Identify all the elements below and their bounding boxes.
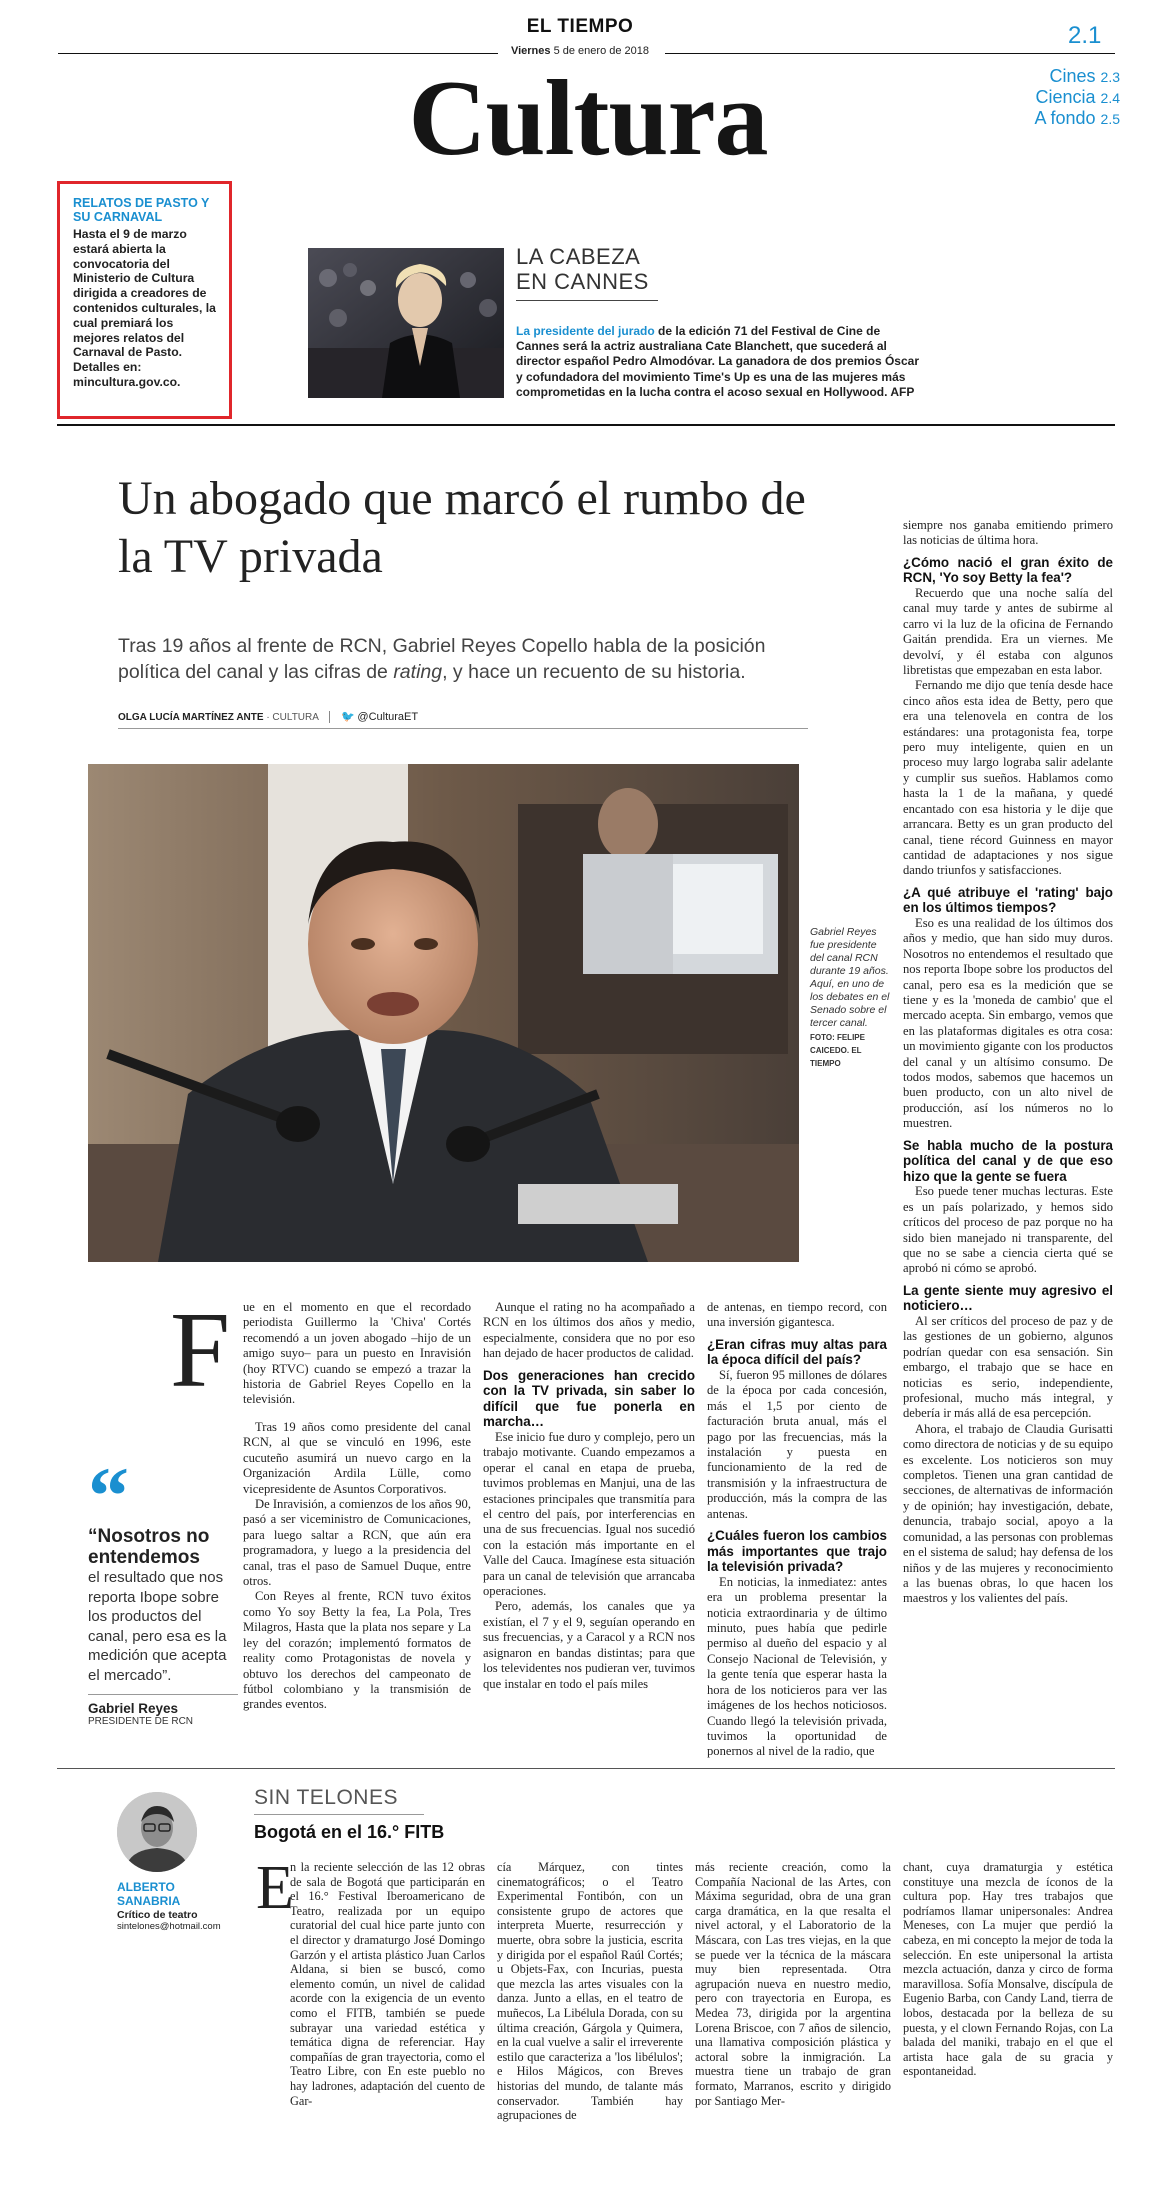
author-avatar-art bbox=[117, 1792, 197, 1872]
col1-p2: Tras 19 años como presidente del canal RCN, al que se vinculó en 1996, este cucuteño asumirá un nuevo cargo en la Organización Ardila Lülle, como vicepresidente de Asuntos Corporativos. bbox=[243, 1420, 471, 1496]
column-col-2b bbox=[497, 1860, 683, 2123]
byline bbox=[118, 710, 418, 723]
sidebar-box-body: Hasta el 9 de marzo estará abierta la convocatoria del Ministerio de Cultura dirigida a creadores de contenidos culturales, la cual premiará los mejores relatos del Carnaval de Pasto. Detalles en: mincultura.gov.co. bbox=[73, 227, 216, 389]
quote-mark-icon: “ bbox=[88, 1450, 129, 1541]
bottom-section-rule bbox=[57, 1768, 1115, 1769]
section-index-item-a-fondo[interactable]: A fondo 2.5 bbox=[1034, 108, 1120, 128]
author-email[interactable]: sintelones@hotmail.com bbox=[117, 1921, 221, 1932]
right-top: siempre nos ganaba emitiendo primero las noticias de última hora. bbox=[903, 518, 1113, 548]
col1-p4: Con Reyes al frente, RCN tuvo éxitos como Yo soy Betty la fea, La Pola, Tres Milagros, Hasta que la plata nos separe y La ley del corazón; implementó formatos de reality como Protagonistas de novela y obtuvo los derechos del campeonato de fútbol colombiano y la transmisión de grandes eventos. bbox=[243, 1589, 471, 1712]
article-col-1 bbox=[243, 1300, 471, 1408]
pull-quote-name: Gabriel Reyes bbox=[88, 1701, 179, 1716]
teaser-photo-art bbox=[308, 248, 504, 398]
question-generaciones: Dos generaciones han crecido con la TV privada, sin saber lo difícil que fue ponerla en marcha… bbox=[483, 1367, 695, 1430]
author-avatar bbox=[117, 1792, 197, 1872]
answer-postura: Eso puede tener muchas lecturas. Este es un país polarizado, y hemos sido críticos del proceso de paz porque no ha sido bien manejado ni transparente, del que no se sabe a ciencia cierta qué se aprobó ni cómo se aprobó. bbox=[903, 1184, 1113, 1276]
column-drop-cap: E bbox=[256, 1854, 294, 1922]
question-cambios: ¿Cuáles fueron los cambios más importantes que trajo la televisión privada? bbox=[707, 1528, 887, 1575]
deck-italic: rating bbox=[393, 661, 443, 683]
section-index-item-cines[interactable]: Cines 2.3 bbox=[1049, 66, 1120, 86]
col3-p1: Sí, fueron 95 millones de dólares de la época por cada concesión, más el 1,5 por ciento de facturación bruta anual, más el pago por las frecuencias, más la instalación y puesta en funcionamiento de la red de transmisión y la infraestructura de producción, más la compra de las antenas. bbox=[707, 1368, 887, 1521]
article-col-3 bbox=[707, 1300, 887, 1760]
question-betty: ¿Cómo nació el gran éxito de RCN, 'Yo soy Betty la fea'? bbox=[903, 554, 1113, 586]
teaser-body: de la edición 71 del Festival de Cine de Cannes será la actriz australiana Cate Blanchett, que sucederá al director español Pedro Almodóvar. La ganadora de dos premios Óscar y cofundadora del movimiento Time's Up es una de las mujeres más comprometidas en la lucha contra el acoso sexual en Hollywood. AFP bbox=[516, 324, 920, 399]
article-photo-art bbox=[88, 764, 799, 1262]
teaser-text bbox=[516, 324, 926, 400]
photo-credit: FOTO: FELIPE CAICEDO. EL TIEMPO bbox=[810, 1033, 865, 1068]
question-cifras: ¿Eran cifras muy altas para la época difícil del país? bbox=[707, 1336, 887, 1368]
col3-top: de antenas, en tiempo record, con una inversión gigantesca. bbox=[707, 1300, 887, 1330]
col1-p1: ue en el momento en que el recordado periodista Guillermo la 'Chiva' Cortés recomendó a un joven abogado –hijo de un amigo suyo– para un puesto en Inravisión (hoy RTVC) cuando se empezó a trazar la historia de Gabriel Reyes Copello en la televisión. bbox=[243, 1300, 471, 1407]
answer-betty-2: Fernando me dijo que tenía desde hace cinco años esta idea de Betty, pero que era una telenovela en contra de los estándares: una protagonista fea, torpe pero muy inteligente, quien en un proceso muy largo lograba salir adelante y cumplir sus sueños. Hablamos como hasta la 1 de la mañana, y quedé encantado con esa historia y le dije que arrancara. Betty es un gran producto del canal, tiene récord Guinness en mayor cantidad de adaptaciones y nos sigue dando triunfos y satisfacciones. bbox=[903, 678, 1113, 878]
answer-noticiero-1: Al ser críticos del proceso de paz y de las gestiones de un gobierno, algunos podrían quedar con esa sensación. Sin embargo, el trabajo que se hace en noticias es serio, independiente, profesional, mucho más integral, y debería ir más allá de esa percepción. bbox=[903, 1314, 1113, 1421]
article-photo bbox=[88, 764, 799, 1262]
answer-betty-1: Recuerdo que una noche salía del canal muy tarde y antes de subirme al carro vi la luz de la oficina de Fernando Gaitán prendida. Era un viernes. Me devolví, y él estaba con algunos libretistas que empezaban en esta labor. bbox=[903, 586, 1113, 678]
col2-p1: Aunque el rating no ha acompañado a RCN en los últimos dos años y medio, especialmente, considera que no por eso han dejado de hacer productos de calidad. bbox=[483, 1300, 695, 1361]
column-text-1: n la reciente selección de las 12 obras de sala de Bogotá que participarán en el 16.° Festival Iberoamericano de Teatro, realizada por un equipo curatorial del cual hice parte junto con el director y dramaturgo José Domingo Garzón y el artista plástico Juan Carlos Aldana, si bien se buscó, como elemento común, un nivel de calidad acorde con la exigencia de un evento como el FITB, también se puede subrayar una variedad estética y temática digna de referenciar. Hay compañías de gran trayectoria, como el Teatro Libre, con En este pueblo no hay ladrones, adaptación del cuento de Gar- bbox=[290, 1860, 485, 2108]
sidebar-info-box bbox=[57, 181, 232, 419]
answer-rating: Eso es una realidad de los últimos dos años y medio, que han sido muy duros. Nosotros no entendemos el resultado que nos reporta Ibope sobre los productos del canal, pero esa es la medición que se tiene y es la 'moneda de cambio' que el mercado acepta. Sin embargo, vemos que en las plataformas digitales es otra cosa: un movimiento gigante con los productos del canal y un altísimo consumo. De todos modos, sabemos que hacemos un buen producto, con un alto nivel de producción, así los números no lo muestren. bbox=[903, 915, 1113, 1131]
question-rating: ¿A qué atribuye el 'rating' bajo en los últimos tiempos? bbox=[903, 884, 1113, 916]
column-kicker: SIN TELONES bbox=[254, 1786, 398, 1809]
column-col-1 bbox=[290, 1860, 485, 2108]
right-column bbox=[903, 518, 1113, 1607]
teaser-photo bbox=[308, 248, 504, 398]
author-last-name: SANABRIA bbox=[117, 1894, 181, 1908]
article-col-2 bbox=[483, 1300, 695, 1692]
author-role: Crítico de teatro bbox=[117, 1909, 198, 1921]
issue-date-text: 5 de enero de 2018 bbox=[553, 45, 650, 57]
sidebar-box-title: RELATOS DE PASTO Y SU CARNAVAL bbox=[73, 196, 210, 224]
question-noticiero: La gente siente muy agresivo el noticiero… bbox=[903, 1282, 1113, 1314]
article-headline: Un abogado que marcó el rumbo de la TV privada bbox=[118, 472, 806, 583]
teaser-kicker: LA CABEZA EN CANNES bbox=[516, 244, 649, 294]
section-index-item-ciencia[interactable]: Ciencia 2.4 bbox=[1035, 87, 1120, 107]
page-number: 2.1 bbox=[1068, 22, 1102, 49]
col1-p3: De Inravisión, a comienzos de los años 90, pasó a ser viceministro de Comunicaciones, para luego saltar a RCN, que aún era programadora, y luego a la presidencia del canal, tras el paso de Samuel Duque, entre otros. bbox=[243, 1497, 471, 1589]
newspaper-name: EL TIEMPO bbox=[526, 16, 634, 37]
column-text-2: cía Márquez, con tintes cinematográficos; o el Teatro Experimental Fontibón, con un consistente grupo de actores que interpreta Muerte, resurrección y muerte, obra sobre la justicia, escrita y dirigida por el español Raúl Cortés; u Objets-Fax, con Incurias, puesta que mezcla las artes visuales con la danza. Junto a ellas, en el teatro de muñecos, La Libélula Dorada, con su última creación, Gárgola y Quimera, en la cual vuelve a salir el irreverente estilo que caracteriza a 'los libélulos'; e Hilos Mágicos, con Breves historias del mundo, de talante más conservador. También hay agrupaciones de bbox=[497, 1860, 683, 2123]
question-postura: Se habla mucho de la postura política del canal y de que eso hizo que la gente se fuera bbox=[903, 1137, 1113, 1184]
author-first-name: ALBERTO bbox=[117, 1880, 175, 1894]
pull-quote-lead: “Nosotros no entendemos bbox=[88, 1526, 210, 1568]
column-text-4: chant, cuya dramaturgia y estética constituye una mezcla de íconos de la cultura pop. Hay tres trabajos que podríamos llamar unipersonales: Andrea Meneses, con La mujer que perdió la cabeza, en mi concepto la mejor de toda la selección. En este unipersonal la artista mezcla actuación, danza y circo de forma maravillosa. Sofía Monsalve, discípula de Eugenio Barba, con Candy Land, tierra de lobos, destacada por la belleza de su puesta, y el clown Fernando Rojas, con La balada del maniki, trabajo en el que el artista hace gala de su gracia y espontaneidad. bbox=[903, 1860, 1113, 2079]
twitter-handle[interactable]: @CulturaET bbox=[357, 711, 419, 723]
pull-quote-text: el resultado que nos reporta Ibope sobre los productos del canal, pero esa es la medición que acepta el mercado”. bbox=[88, 1569, 227, 1684]
article-col-1b bbox=[243, 1420, 471, 1713]
author-info bbox=[117, 1880, 237, 1932]
column-title: Bogotá en el 16.° FITB bbox=[254, 1822, 445, 1842]
byline-rule bbox=[118, 728, 808, 729]
masthead-rule-right bbox=[665, 53, 1115, 54]
twitter-icon: 🐦 bbox=[340, 711, 355, 723]
column-text-3: más reciente creación, como la Compañía Nacional de las Artes, con Máxima seguridad, obra de una gran carga dramática, en la que resalta el nivel actoral, y el Laboratorio de la Máscara, con Las tres viejas, en la que se puede ver la técnica de la máscara muy bien representada. Otra agrupación nueva en nuestro medio, pero con trayectoria en Europa, es Medea 73, dirigida por la argentina Lorena Briscoe, con 7 años de silencio, una llamativa composición plástica y actoral sobre la inmigración. La muestra tiene un trabajo de gran formato, Marranos, escrito y dirigido por Santiago Mer- bbox=[695, 1860, 891, 2108]
col2-p3: Pero, además, los canales que ya existían, el 7 y el 9, seguían operando en sus frecuencias, y a Caracol y a RCN nos asignaron en bandas distintas; para que los televidentes nos pudieran ver, tuvimos que instalar en todo el país miles bbox=[483, 1599, 695, 1691]
photo-caption: Gabriel Reyes fue presidente del canal RCN durante 19 años. Aquí, en uno de los debates en el Senado sobre el tercer canal. FOTO: FELIPE CAICEDO. EL TIEMPO bbox=[810, 926, 890, 1068]
masthead-rule-left bbox=[58, 53, 498, 54]
teaser-lead: La presidente del jurado bbox=[516, 324, 655, 338]
drop-cap: F bbox=[170, 1291, 231, 1410]
answer-noticiero-2: Ahora, el trabajo de Claudia Gurisatti como directora de noticias y de su equipo es excelente. Los noticieros son muy completos. Tienen una gran cantidad de secciones, de alternativas de información y de opinión; hay investigación, debate, denuncia, trabajo social, apoyo a la comunidad, a las personas con problemas en el sistema de salud; hay defensa de los niños y de las mujeres y reconocimiento a las buenas obras, lo que hacen los maestros y los valientes del país. bbox=[903, 1421, 1113, 1606]
column-col-3 bbox=[695, 1860, 891, 2108]
col3-p2: En noticias, la inmediatez: antes era un problema presentar la noticia extraordinaria y de último minuto, pues había que pedirle permiso al dueño del espacio y al Consejo Nacional de Televisión, y la gente tenía que esperar hasta la hora de los noticieros para ver las imágenes de los hechos noticiosos. Cuando llegó la televisión privada, tuvimos la oportunidad de ponernos al nivel de la radio, que bbox=[707, 1574, 887, 1759]
byline-author: OLGA LUCÍA MARTÍNEZ ANTE bbox=[118, 712, 264, 723]
byline-section: · CULTURA bbox=[266, 712, 319, 723]
teaser-kicker-rule bbox=[516, 300, 658, 301]
issue-day: Viernes bbox=[510, 45, 551, 57]
top-section-rule bbox=[57, 424, 1115, 426]
column-col-4 bbox=[903, 1860, 1113, 2079]
column-kicker-rule bbox=[254, 1814, 424, 1815]
pull-quote-role: PRESIDENTE DE RCN bbox=[88, 1716, 194, 1727]
section-index bbox=[980, 66, 1120, 129]
issue-date bbox=[480, 45, 680, 57]
col2-p2: Ese inicio fue duro y complejo, pero un trabajo motivante. Cuando empezamos a operar el canal en etapa de prueba, tuvimos problemas en Manjui, una de las estaciones principales que transmitía para el centro del país, por interferencias en una de sus frecuencias. Igual nos sucedió con la estación más importante en el Valle del Cauca. Imagínese esta situación para un canal de televisión que arrancaba operaciones. bbox=[483, 1430, 695, 1599]
pull-quote bbox=[88, 1450, 238, 1727]
article-deck: Tras 19 años al frente de RCN, Gabriel Reyes Copello habla de la posición política del canal y las cifras de rating, y hace un recuento de su historia. bbox=[118, 635, 766, 683]
section-title: Cultura bbox=[408, 59, 768, 178]
